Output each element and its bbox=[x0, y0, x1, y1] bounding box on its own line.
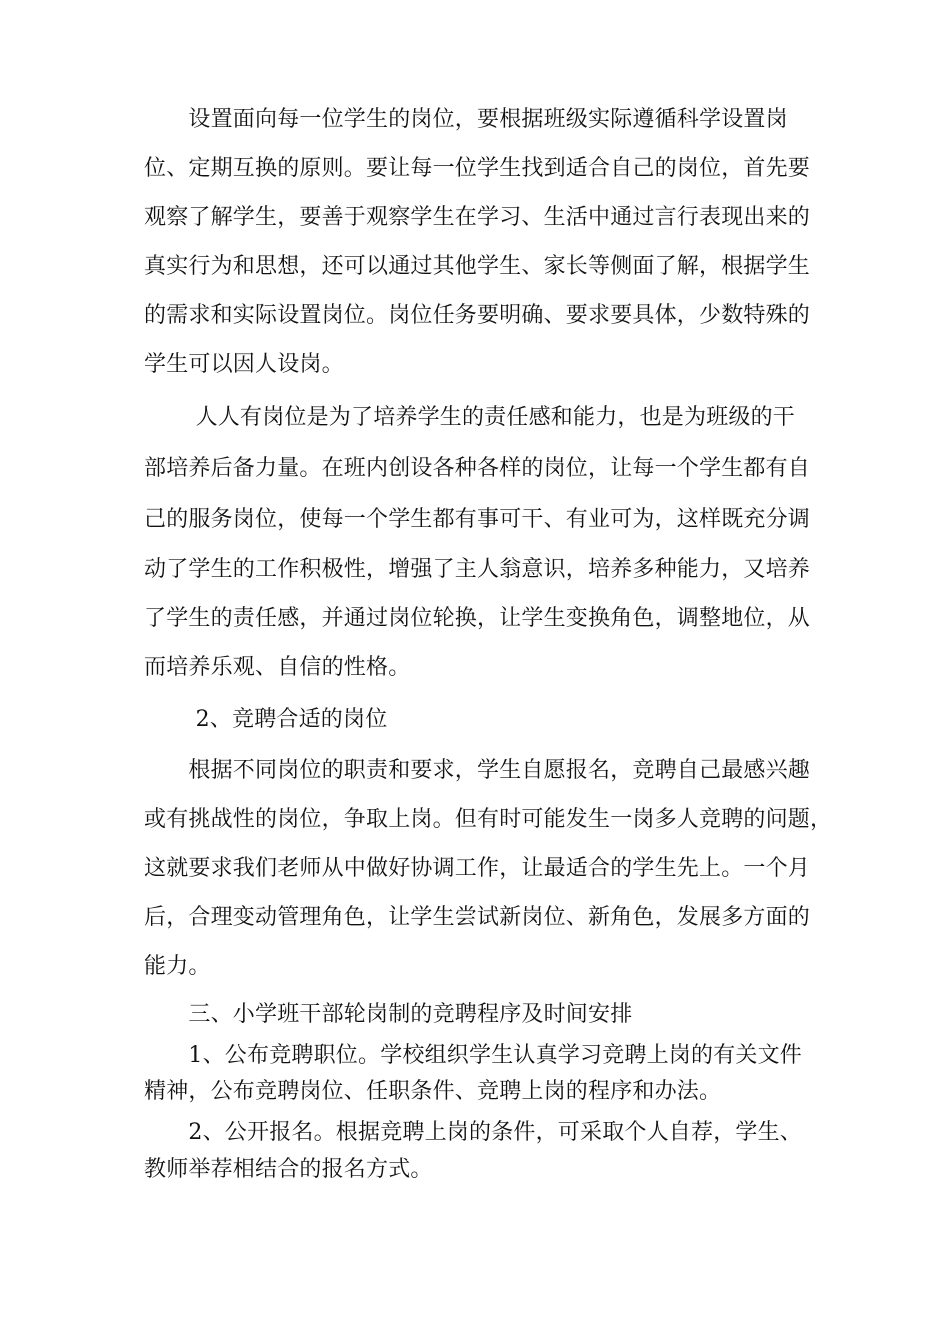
text-line: 后，合理变动管理角色，让学生尝试新岗位、新角色，发展多方面的 bbox=[144, 905, 811, 930]
text-line: 1、公布竞聘职位。学校组织学生认真学习竞聘上岗的有关文件 bbox=[144, 1043, 802, 1068]
text-line: 部培养后备力量。在班内创设各种各样的岗位，让每一个学生都有自 bbox=[144, 456, 811, 481]
text-line: 人人有岗位是为了培养学生的责任感和能力，也是为班级的干 bbox=[144, 405, 795, 430]
text-line: 精神，公布竞聘岗位、任职条件、竞聘上岗的程序和办法。 bbox=[144, 1079, 722, 1104]
text-line: 2、公开报名。根据竞聘上岗的条件，可采取个人自荐，学生、 bbox=[144, 1120, 802, 1145]
text-line: 能力。 bbox=[144, 954, 211, 979]
text-line: 动了学生的工作积极性，增强了主人翁意识，培养多种能力，又培养 bbox=[144, 557, 811, 582]
text-line: 学生可以因人设岗。 bbox=[144, 352, 344, 377]
text-line: 了学生的责任感，并通过岗位轮换，让学生变换角色，调整地位，从 bbox=[144, 606, 811, 631]
text-line: 教师举荐相结合的报名方式。 bbox=[144, 1157, 433, 1182]
text-line: 位、定期互换的原则。要让每一位学生找到适合自己的岗位，首先要 bbox=[144, 156, 811, 181]
text-line: 或有挑战性的岗位，争取上岗。但有时可能发生一岗多人竞聘的问题， bbox=[144, 807, 833, 832]
text-line: 观察了解学生，要善于观察学生在学习、生活中通过言行表现出来的 bbox=[144, 205, 811, 230]
text-line: 根据不同岗位的职责和要求，学生自愿报名，竞聘自己最感兴趣 bbox=[144, 758, 811, 783]
text-line: 的需求和实际设置岗位。岗位任务要明确、要求要具体，少数特殊的 bbox=[144, 303, 811, 328]
text-line: 而培养乐观、自信的性格。 bbox=[144, 655, 411, 680]
section-heading: 三、小学班干部轮岗制的竞聘程序及时间安排 bbox=[144, 1002, 633, 1027]
text-line: 真实行为和思想，还可以通过其他学生、家长等侧面了解，根据学生 bbox=[144, 254, 811, 279]
section-heading: 2、竞聘合适的岗位 bbox=[144, 707, 388, 732]
text-line: 设置面向每一位学生的岗位，要根据班级实际遵循科学设置岗 bbox=[144, 107, 788, 132]
text-line: 这就要求我们老师从中做好协调工作，让最适合的学生先上。一个月 bbox=[144, 856, 811, 881]
text-line: 己的服务岗位，使每一个学生都有事可干、有业可为，这样既充分调 bbox=[144, 507, 811, 532]
